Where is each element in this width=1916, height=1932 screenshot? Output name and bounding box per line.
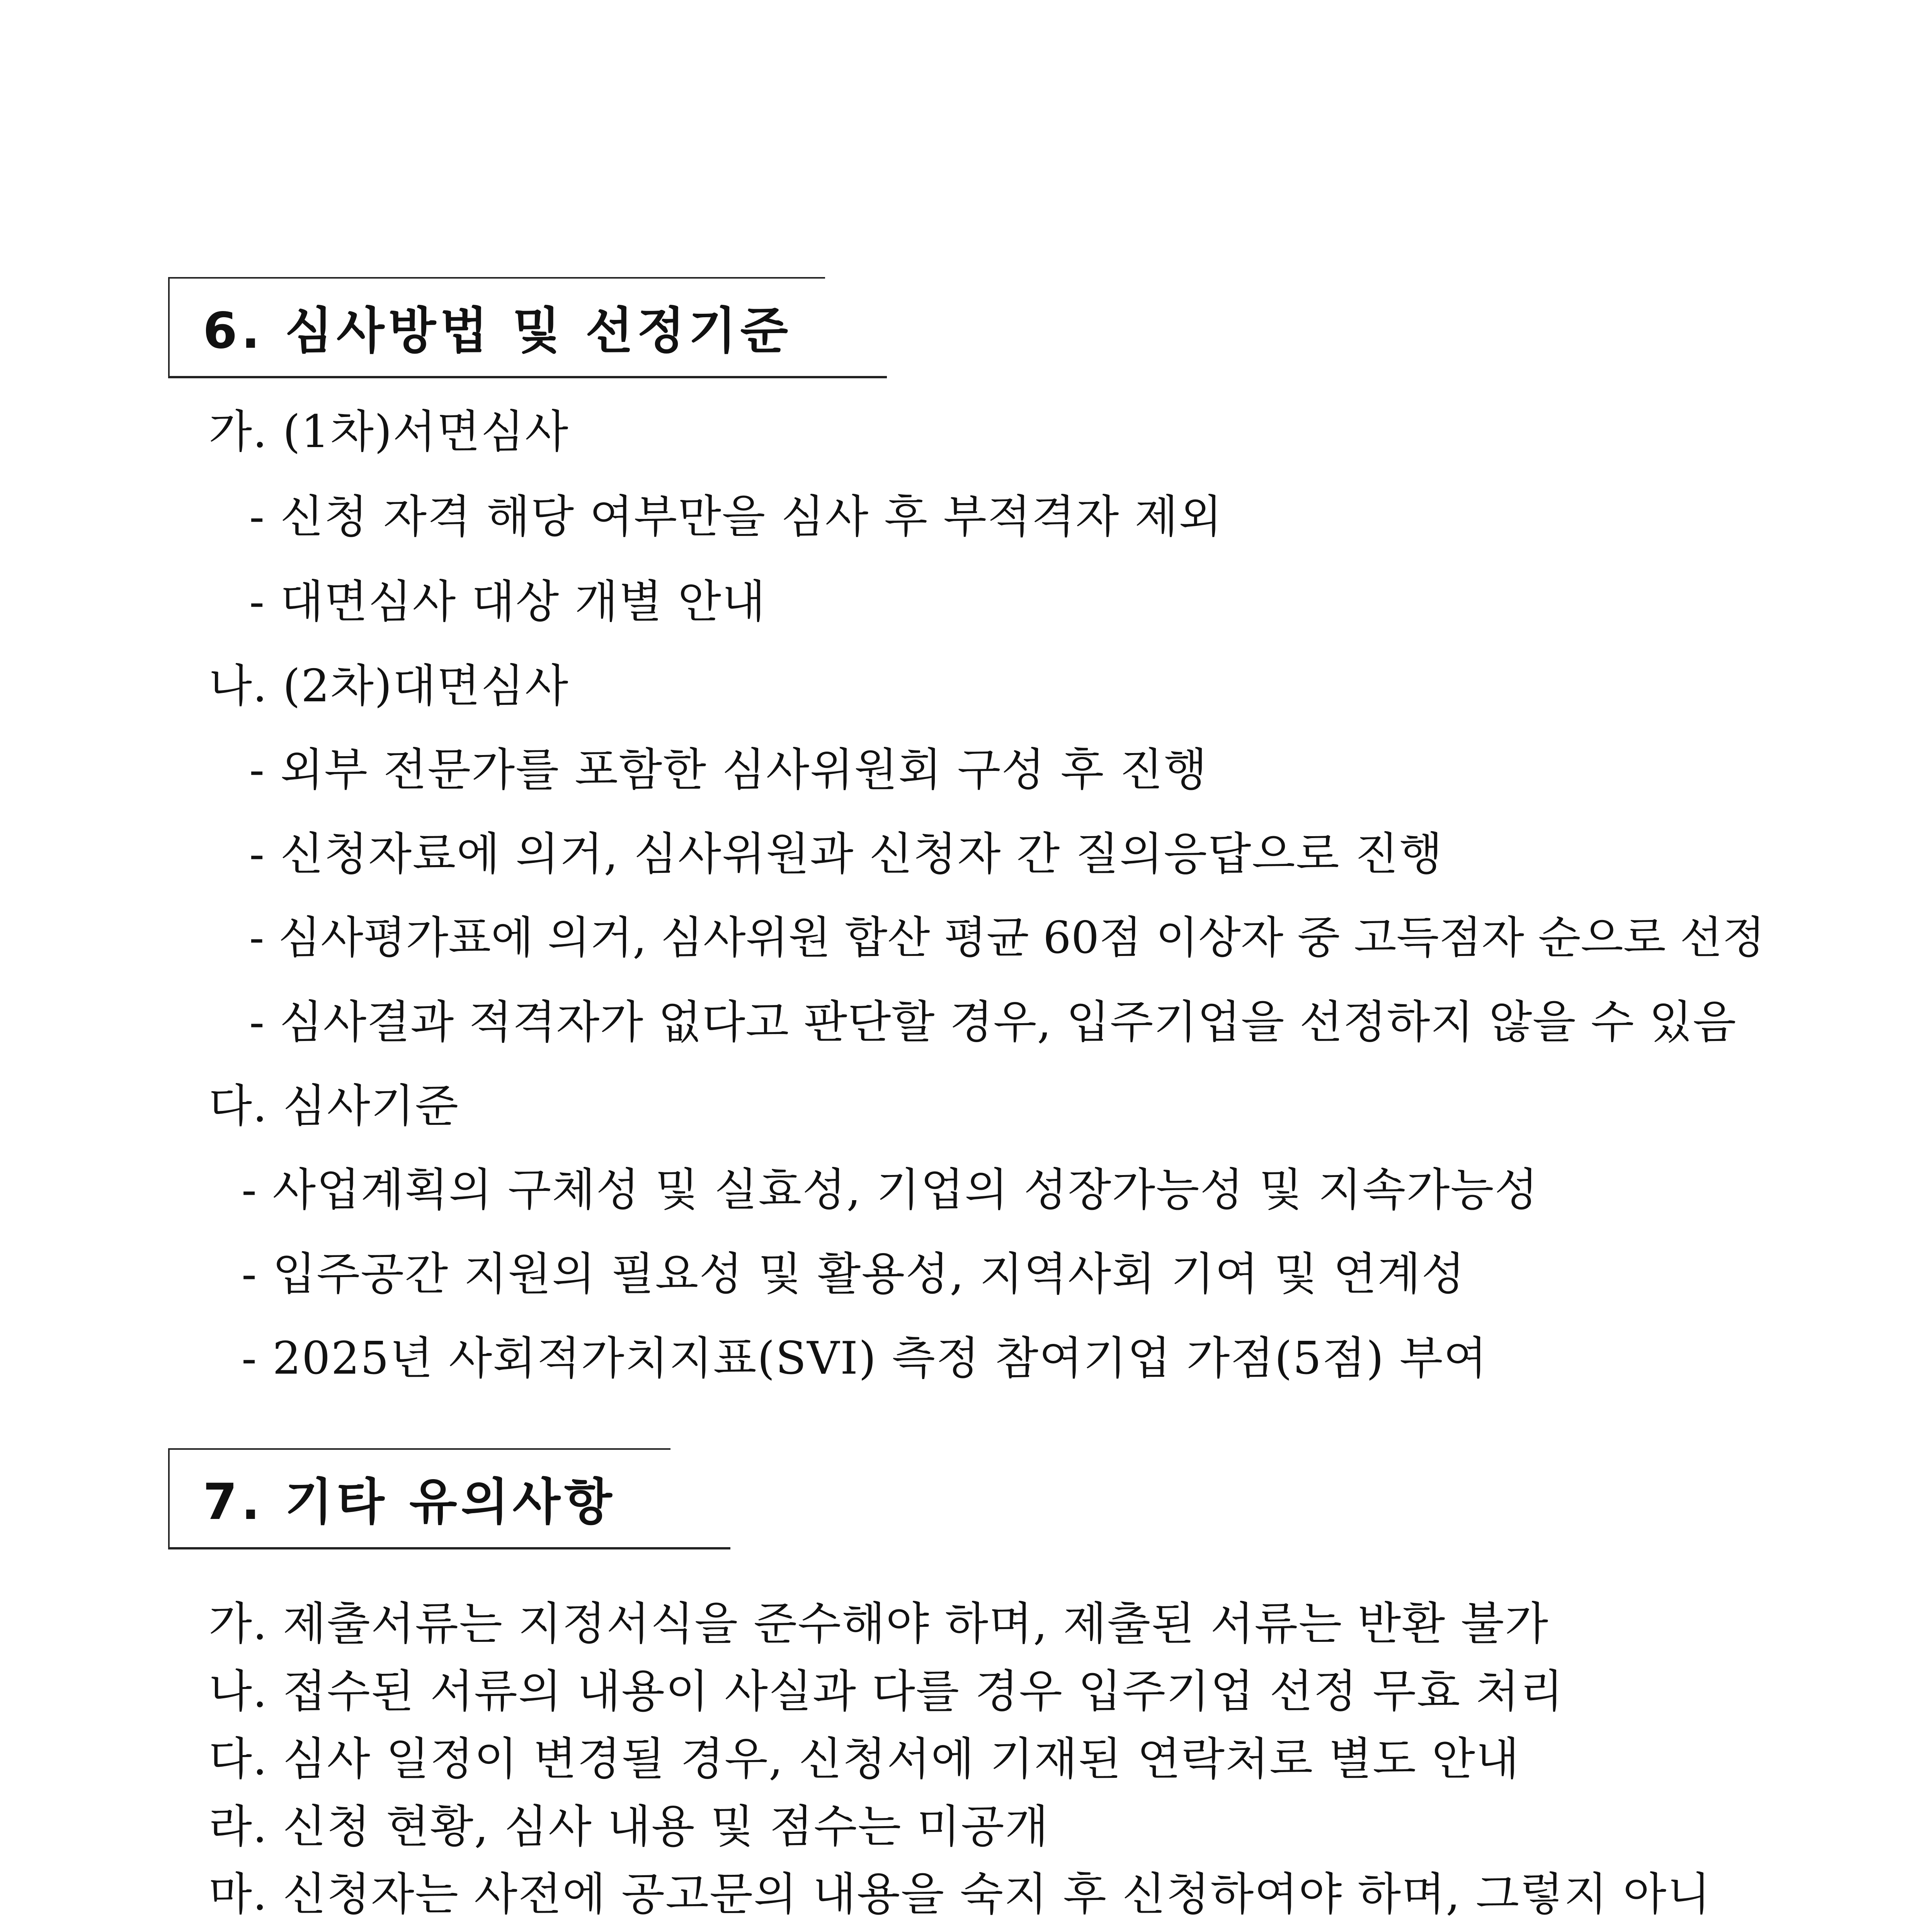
section-6-item-da-bullet-1: - 사업계획의 구체성 및 실효성, 기업의 성장가능성 및 지속가능성 [242, 1164, 1539, 1216]
section-6-item-na-label: 나. (2차)대면심사 [209, 660, 569, 712]
heading-box-bottom-border [168, 376, 887, 378]
section-6-item-da-bullet-2: - 입주공간 지원의 필요성 및 활용성, 지역사회 기여 및 연계성 [242, 1248, 1466, 1300]
section-7-item-na: 나. 접수된 서류의 내용이 사실과 다를 경우 입주기업 선정 무효 처리 [209, 1665, 1564, 1718]
section-7-title: 7. 기타 유의사항 [203, 1473, 616, 1531]
section-7-heading-box [168, 1448, 730, 1549]
section-7-item-ra: 라. 신청 현황, 심사 내용 및 점수는 미공개 [209, 1801, 1049, 1853]
section-7-item-ga: 가. 제출서류는 지정서식을 준수해야 하며, 제출된 서류는 반환 불가 [209, 1598, 1549, 1650]
section-6-item-ga-bullet-1: - 신청 자격 해당 여부만을 심사 후 부적격자 제외 [249, 491, 1223, 543]
section-6-title: 6. 심사방법 및 선정기준 [203, 302, 792, 360]
section-7-item-ma: 마. 신청자는 사전에 공고문의 내용을 숙지 후 신청하여야 하며, 그렇지 아니 [209, 1868, 1712, 1920]
section-6-item-na-bullet-3: - 심사평가표에 의거, 심사위원 합산 평균 60점 이상자 중 고득점자 순으로 선정 [249, 912, 1765, 963]
heading-box-bottom-border [168, 1547, 730, 1549]
section-6-item-ga-label: 가. (1차)서면심사 [209, 406, 569, 458]
section-6-item-da-bullet-3: - 2025년 사회적가치지표(SVI) 측정 참여기업 가점(5점) 부여 [242, 1332, 1488, 1384]
heading-box-left-border [168, 1448, 170, 1548]
heading-box-left-border [168, 277, 170, 377]
section-6-item-na-bullet-1: - 외부 전문가를 포함한 심사위원회 구성 후 진행 [249, 744, 1208, 796]
section-6-item-na-bullet-2: - 신청자료에 의거, 심사위원과 신청자 간 질의응답으로 진행 [249, 828, 1443, 880]
section-6-item-da-label: 다. 심사기준 [209, 1080, 459, 1132]
section-6-item-na-bullet-4: - 심사결과 적격자가 없다고 판단할 경우, 입주기업을 선정하지 않을 수 있음 [249, 996, 1737, 1048]
heading-box-top-border [168, 277, 825, 279]
section-6-heading-box [168, 277, 887, 378]
section-6-item-ga-bullet-2: - 대면심사 대상 개별 안내 [249, 576, 766, 628]
heading-box-top-border [168, 1448, 670, 1450]
section-7-item-da: 다. 심사 일정이 변경될 경우, 신청서에 기재된 연락처로 별도 안내 [209, 1733, 1520, 1785]
